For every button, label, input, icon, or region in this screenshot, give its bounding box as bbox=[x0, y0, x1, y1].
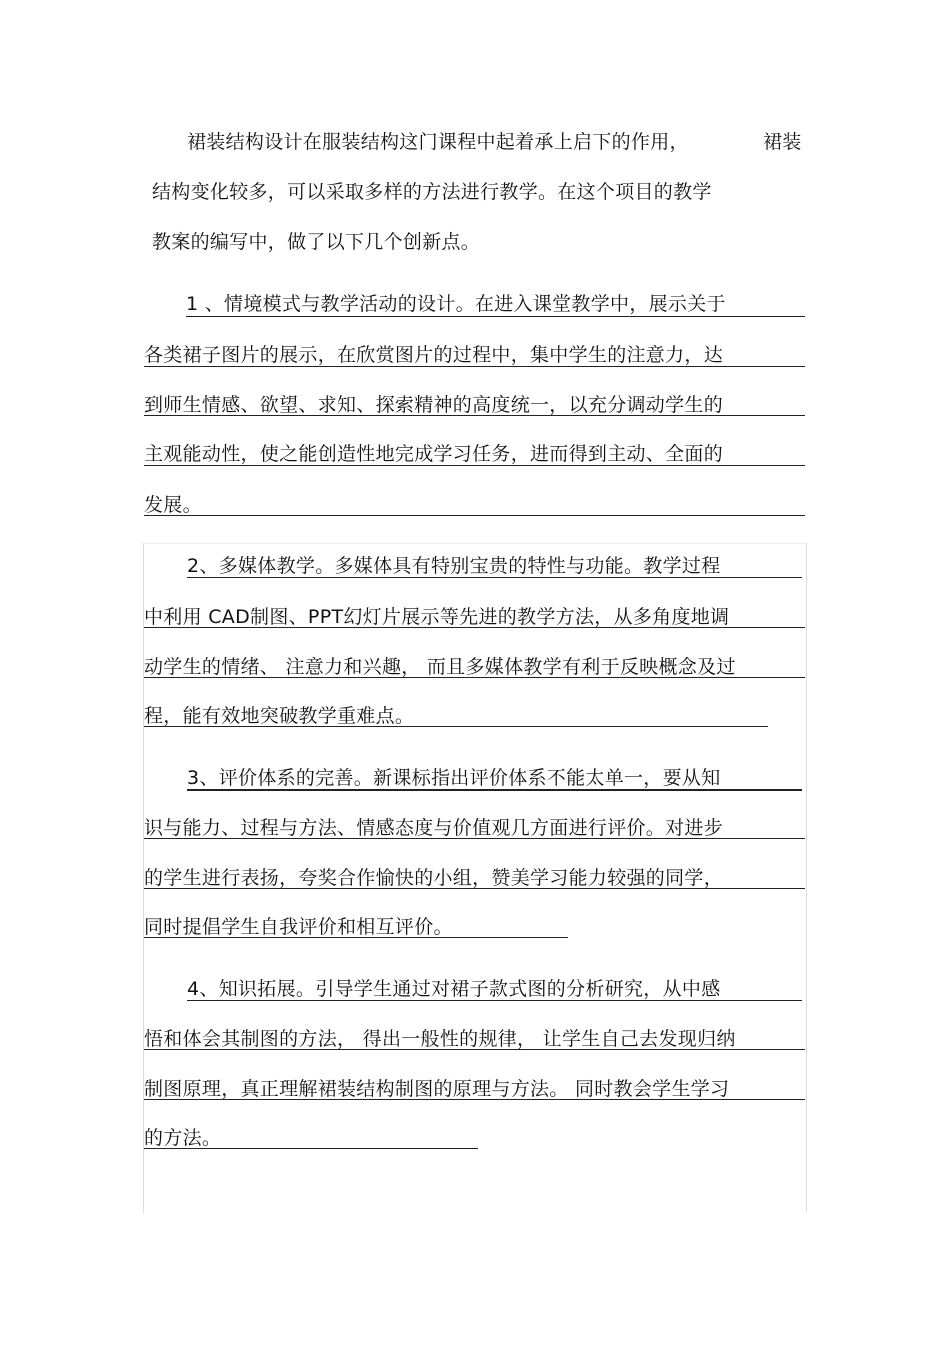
intro-line-3: 教案的编写中，做了以下几个创新点。 bbox=[152, 231, 481, 253]
point-4-line-3: 制图原理，真正理解裙装结构制图的原理与方法。 同时教会学生学习 bbox=[144, 1078, 730, 1100]
underline bbox=[187, 789, 802, 791]
underline bbox=[144, 366, 805, 367]
underline bbox=[186, 316, 805, 317]
point-2-line-3: 动学生的情绪、 注意力和兴趣， 而且多媒体教学有利于反映概念及过 bbox=[144, 656, 736, 678]
point-4-line-1: 4、知识拓展。引导学生通过对裙子款式图的分析研究，从中感 bbox=[187, 978, 721, 1000]
point-3-line-3: 的学生进行表扬，夸奖合作愉快的小组，赞美学习能力较强的同学， bbox=[144, 867, 724, 889]
point-1-line-4: 主观能动性，使之能创造性地完成学习任务，进而得到主动、全面的 bbox=[144, 443, 724, 465]
point-3-line-1: 3、评价体系的完善。新课标指出评价体系不能太单一，要从知 bbox=[187, 767, 721, 789]
point-1-line-5: 发展。 bbox=[144, 494, 202, 516]
intro-line-2: 结构变化较多，可以采取多样的方法进行教学。在这个项目的教学 bbox=[152, 181, 712, 203]
underline bbox=[187, 577, 802, 578]
point-1-line-1: 1 、情境模式与教学活动的设计。在进入课堂教学中，展示关于 bbox=[186, 293, 726, 315]
point-2-line-1: 2、多媒体教学。多媒体具有特别宝贵的特性与功能。教学过程 bbox=[187, 555, 721, 577]
underline bbox=[144, 888, 805, 889]
frame-top-border bbox=[143, 543, 807, 544]
point-2-line-4: 程，能有效地突破教学重难点。 bbox=[144, 705, 415, 727]
point-2-line-2: 中利用 CAD制图、PPT幻灯片展示等先进的教学方法，从多角度地调 bbox=[144, 606, 730, 628]
point-4-line-2: 悟和体会其制图的方法， 得出一般性的规律， 让学生自己去发现归纳 bbox=[144, 1028, 736, 1050]
frame-right-border bbox=[806, 543, 807, 1213]
underline bbox=[144, 726, 768, 727]
underline bbox=[144, 465, 805, 466]
underline bbox=[144, 937, 568, 938]
underline bbox=[144, 838, 805, 839]
underline bbox=[187, 1000, 802, 1001]
underline bbox=[144, 1148, 478, 1149]
point-3-line-4: 同时提倡学生自我评价和相互评价。 bbox=[144, 916, 453, 938]
underline bbox=[144, 677, 805, 678]
point-4-line-4: 的方法。 bbox=[144, 1127, 222, 1149]
underline bbox=[144, 1099, 805, 1100]
underline bbox=[144, 415, 805, 416]
underline bbox=[144, 627, 805, 628]
intro-line-1b: 裙装 bbox=[763, 131, 802, 153]
point-1-line-2: 各类裙子图片的展示，在欣赏图片的过程中，集中学生的注意力，达 bbox=[144, 344, 724, 366]
point-1-line-3: 到师生情感、欲望、求知、探索精神的高度统一，以充分调动学生的 bbox=[144, 394, 724, 416]
intro-line-1a: 裙装结构设计在服装结构这门课程中起着承上启下的作用， bbox=[187, 131, 689, 153]
underline bbox=[144, 515, 805, 516]
point-3-line-2: 识与能力、过程与方法、情感态度与价值观几方面进行评价。对进步 bbox=[144, 817, 724, 839]
underline bbox=[144, 1049, 805, 1050]
